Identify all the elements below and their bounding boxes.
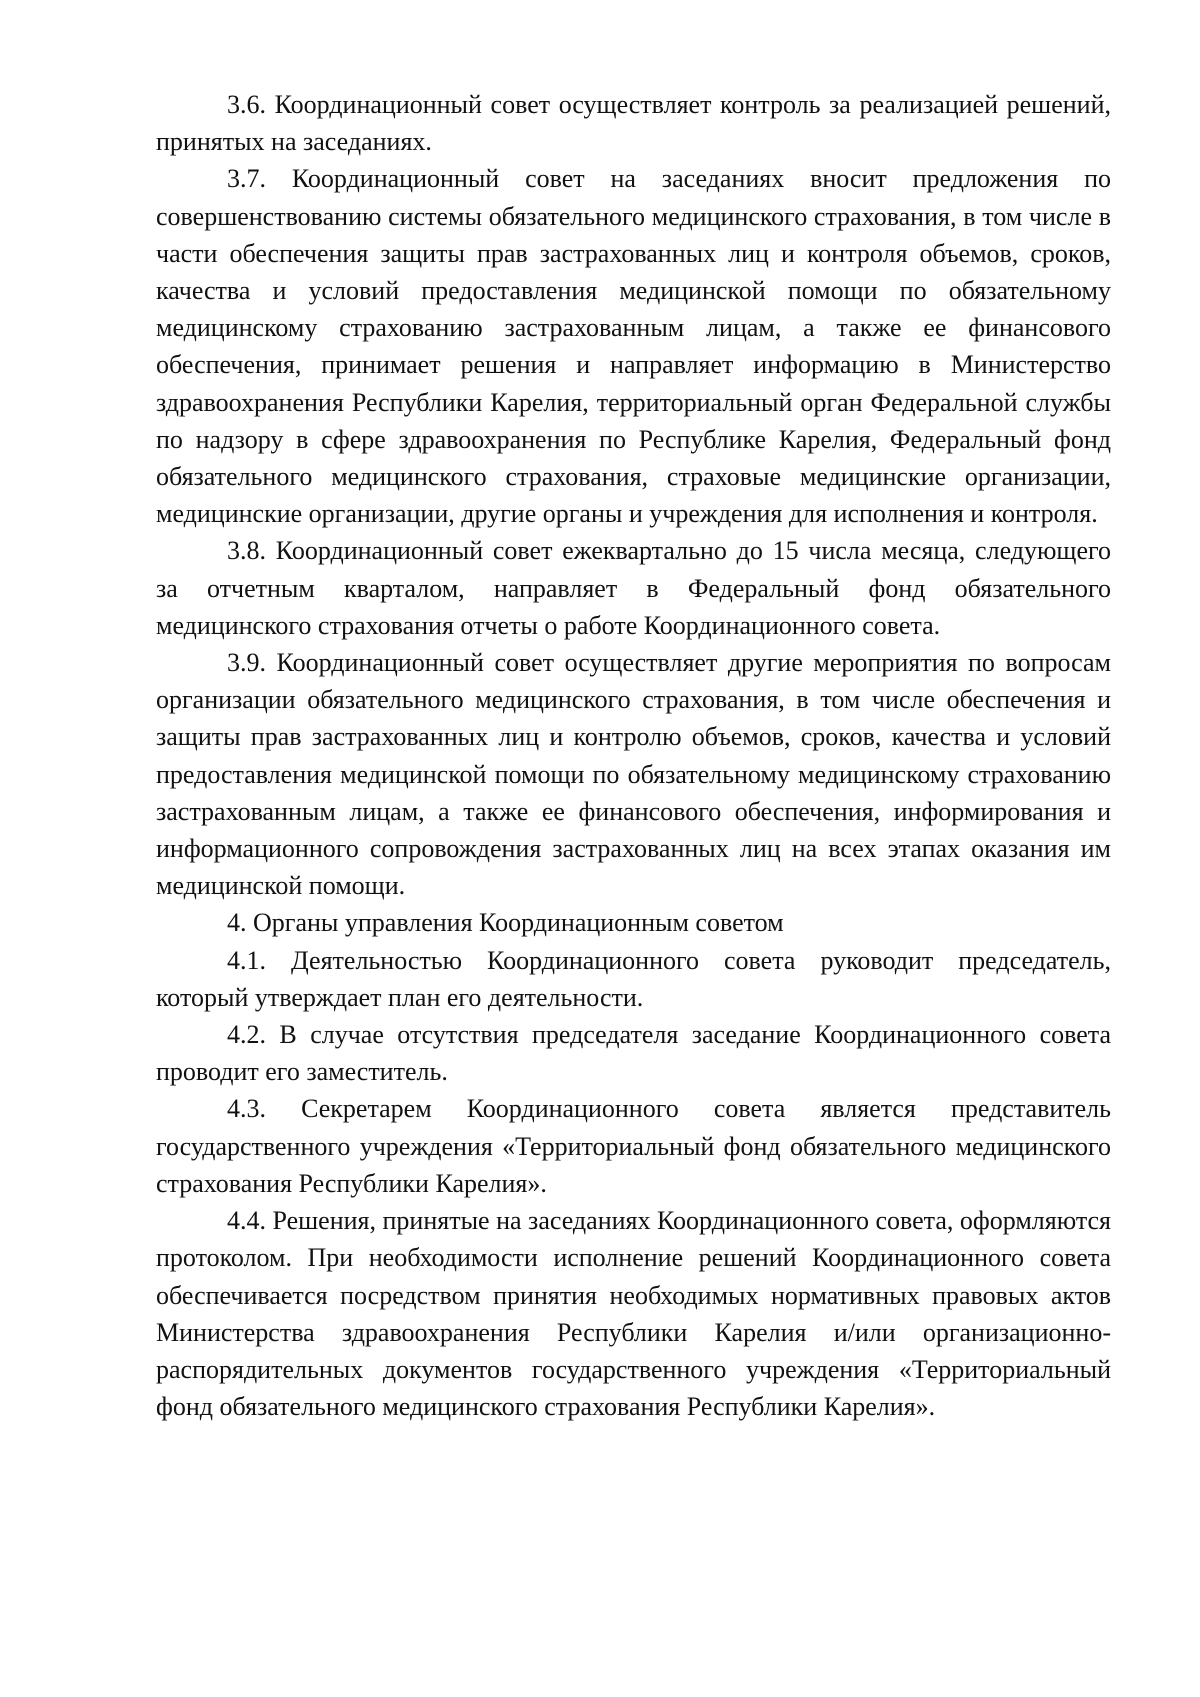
paragraph-4-2: 4.2. В случае отсутствия председателя заседание Координационного совета проводит его заместитель. (156, 1020, 1111, 1087)
document-body (156, 86, 1111, 1425)
paragraph-3-6: 3.6. Координационный совет осуществляет контроль за реализацией решений, принятых на заседаниях. (156, 90, 1111, 157)
section-heading-4: 4. Органы управления Координационным советом (227, 908, 784, 938)
paragraph-4-4: 4.4. Решения, принятые на заседаниях Координационного совета, оформляются протоколом. При необходимости исполнение решений Координационного совета обеспечивается посредством принятия необходимых нормативных правовых актов Министерства здравоохранения Республики Карелия и/или организационно-распорядительных документов государственного учреждения «Территориальный фонд обязательного медицинского страхования Республики Карелия». (156, 1206, 1111, 1422)
paragraph-3-7: 3.7. Координационный совет на заседаниях вносит предложения по совершенствованию системы обязательного медицинского страхования, в том числе в части обеспечения защиты прав застрахованных лиц и контроля объемов, сроков, качества и условий предоставления медицинской помощи по обязательному медицинскому страхованию застрахованным лицам, а также ее финансового обеспечения, принимает решения и направляет информацию в Министерство здравоохранения Республики Карелия, территориальный орган Федеральной службы по надзору в сфере здравоохранения по Республике Карелия, Федеральный фонд обязательного медицинского страхования, страховые медицинские организации, медицинские организации, другие органы и учреждения для исполнения и контроля. (156, 164, 1111, 529)
paragraph-4-3: 4.3. Секретарем Координационного совета является представитель государственного учреждения «Территориальный фонд обязательного медицинского страхования Республики Карелия». (156, 1094, 1111, 1198)
paragraph-3-8: 3.8. Координационный совет ежеквартально до 15 числа месяца, следующего за отчетным кварталом, направляет в Федеральный фонд обязательного медицинского страхования отчеты о работе Координационного совета. (156, 536, 1111, 640)
paragraph-4-1: 4.1. Деятельностью Координационного совета руководит председатель, который утверждает план его деятельности. (156, 945, 1111, 1012)
paragraph-3-9: 3.9. Координационный совет осуществляет другие мероприятия по вопросам организации обязательного медицинского страхования, в том числе обеспечения и защиты прав застрахованных лиц и контролю объемов, сроков, качества и условий предоставления медицинской помощи по обязательному медицинскому страхованию застрахованным лицам, а также ее финансового обеспечения, информирования и информационного сопровождения застрахованных лиц на всех этапах оказания им медицинской помощи. (156, 648, 1111, 901)
